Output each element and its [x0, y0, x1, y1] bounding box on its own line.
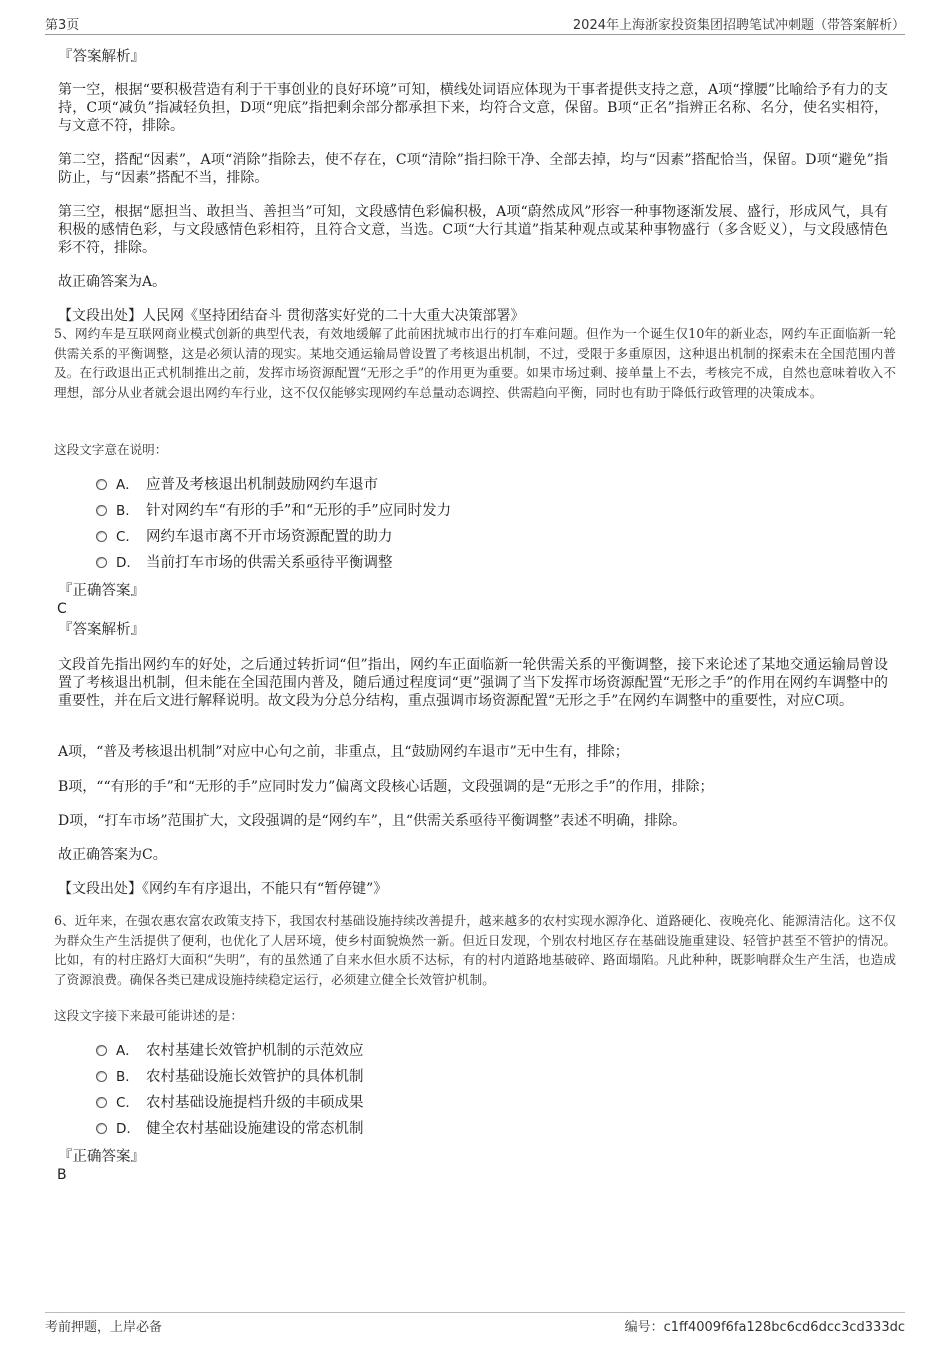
- q5-option-d[interactable]: D. 当前打车市场的供需关系亟待平衡调整: [96, 552, 393, 574]
- radio-icon[interactable]: [96, 1123, 107, 1134]
- q5-analysis-para-1: 文段首先指出网约车的好处，之后通过转折词“但”指出，网约车正面临新一轮供需关系的平衡调整，接下来论述了某地交通运输局曾设置了考核退出机制，但未能在全国范围内普及，随后通过程度词“更”强调了当下发挥市场资源配置“无形之手”的作用在网约车调整中的重要性，并在后文进行解释说明。故文段为分总分结构，重点强调市场资源配置“无形之手”在网约车调整中的重要性，对应C项。: [58, 657, 888, 709]
- document-title: 2024年上海浙家投资集团招聘笔试冲刺题（带答案解析）: [572, 18, 905, 33]
- q5-analysis-heading: 『答案解析』: [58, 622, 145, 638]
- q5-prompt: 这段文字意在说明：: [54, 442, 168, 457]
- q4-conclusion: 故正确答案为A。: [58, 274, 167, 290]
- radio-icon[interactable]: [96, 1097, 107, 1108]
- q5-option-b[interactable]: B. 针对网约车“有形的手”和“无形的手”应同时发力: [96, 500, 451, 522]
- q6-answer-heading: 『正确答案』: [58, 1149, 145, 1165]
- q6-option-c[interactable]: C. 农村基础设施提档升级的丰硕成果: [96, 1092, 364, 1114]
- footer-slogan: 考前押题，上岸必备: [45, 1320, 163, 1335]
- q5-analysis-para-2: A项，“普及考核退出机制”对应中心句之前，非重点，且“鼓励网约车退市”无中生有，排除；: [58, 744, 629, 760]
- q6-answer: B: [57, 1167, 67, 1183]
- q6-option-a[interactable]: A． 农村基建长效管护机制的示范效应: [96, 1040, 364, 1062]
- q5-analysis-para-3: B项，““有形的手”和“无形的手”应同时发力”偏离文段核心话题，文段强调的是“无形之手”的作用，排除；: [58, 779, 714, 795]
- radio-icon[interactable]: [96, 505, 107, 516]
- q5-conclusion: 故正确答案为C。: [58, 847, 167, 863]
- q5-source: 【文段出处】《网约车有序退出，不能只有“暂停键”》: [58, 881, 388, 897]
- q4-analysis-heading: 『答案解析』: [58, 49, 145, 65]
- q5-option-c[interactable]: C. 网约车退市离不开市场资源配置的助力: [96, 526, 393, 548]
- q5-answer-heading: 『正确答案』: [58, 583, 145, 599]
- page-number: 第3页: [45, 18, 80, 33]
- q5-analysis-para-4: D项，“打车市场”范围扩大，文段强调的是“网约车”，且“供需关系亟待平衡调整”表述不明确，排除。: [58, 813, 687, 829]
- q5-option-a[interactable]: A． 应普及考核退出机制鼓励网约车退市: [96, 474, 378, 496]
- radio-icon[interactable]: [96, 531, 107, 542]
- radio-icon[interactable]: [96, 479, 107, 490]
- q6-stem: 6、近年来，在强农惠农富农政策支持下，我国农村基础设施持续改善提升，越来越多的农村实现水源净化、道路硬化、夜晚亮化、能源清洁化。这不仅为群众生产生活提供了便利，也优化了人居环境，使乡村面貌焕然一新。但近日发现，个别农村地区存在基础设施重建设、轻管护甚至不管护的情况。比如，有的村庄路灯大面积“失明”，有的虽然通了自来水但水质不达标，有的村内道路地基破碎、路面塌陷。凡此种种，既影响群众生产生活，也造成了资源浪费。确保各类已建成设施持续稳定运行，必须建立健全长效管护机制。: [54, 913, 896, 987]
- radio-icon[interactable]: [96, 1071, 107, 1082]
- radio-icon[interactable]: [96, 1045, 107, 1056]
- q5-answer: C: [57, 601, 67, 617]
- document-serial: 编号：c1ff4009f6fa128bc6cd6dcc3cd333dc: [624, 1320, 905, 1335]
- radio-icon[interactable]: [96, 557, 107, 568]
- q6-option-d[interactable]: D. 健全农村基础设施建设的常态机制: [96, 1118, 364, 1140]
- q4-analysis-para-3: 第三空，根据“愿担当、敢担当、善担当”可知，文段感情色彩偏积极，A项“蔚然成风”形容一种事物逐渐发展、盛行，形成风气，具有积极的感情色彩，与文段感情色彩相符，且符合文意，当选。C项“大行其道”指某种观点或某种事物盛行（多含贬义），与文段感情色彩不符，排除。: [58, 204, 888, 256]
- q5-stem: 5、网约车是互联网商业模式创新的典型代表，有效地缓解了此前困扰城市出行的打车难问题。但作为一个诞生仅10年的新业态，网约车正面临新一轮供需关系的平衡调整，这是必须认清的现实。某地交通运输局曾设置了考核退出机制，不过，受限于多重原因，这种退出机制的探索未在全国范围内普及。在行政退出正式机制推出之前，发挥市场资源配置“无形之手”的作用更为重要。如果市场过剩、接单量上不去，考核完不成，自然也意味着收入不理想，部分从业者就会退出网约车行业，这不仅仅能够实现网约车总量动态调控、供需趋向平衡，同时也有助于降低行政管理的决策成本。: [54, 326, 896, 400]
- q6-prompt: 这段文字接下来最可能讲述的是：: [54, 1008, 243, 1023]
- page-footer: [45, 1312, 905, 1335]
- page-header: [45, 14, 905, 35]
- q4-source: 【文段出处】人民网《坚持团结奋斗 贯彻落实好党的二十大重大决策部署》: [58, 308, 525, 324]
- q6-option-b[interactable]: B. 农村基础设施长效管护的具体机制: [96, 1066, 364, 1088]
- q4-analysis-para-1: 第一空，根据“要积极营造有利于干事创业的良好环境”可知，横线处词语应体现为干事者提供支持之意，A项“撑腰”比喻给予有力的支持，C项“减负”指减轻负担，D项“兜底”指把剩余部分都承担下来，均符合文意，保留。B项“正名”指辨正名称、名分，使名实相符，与文意不符，排除。: [58, 82, 888, 134]
- q4-analysis-para-2: 第二空，搭配“因素”，A项“消除”指除去，使不存在，C项“清除”指扫除干净、全部去掉，均与“因素”搭配恰当，保留。D项“避免”指防止，与“因素”搭配不当，排除。: [58, 152, 888, 186]
